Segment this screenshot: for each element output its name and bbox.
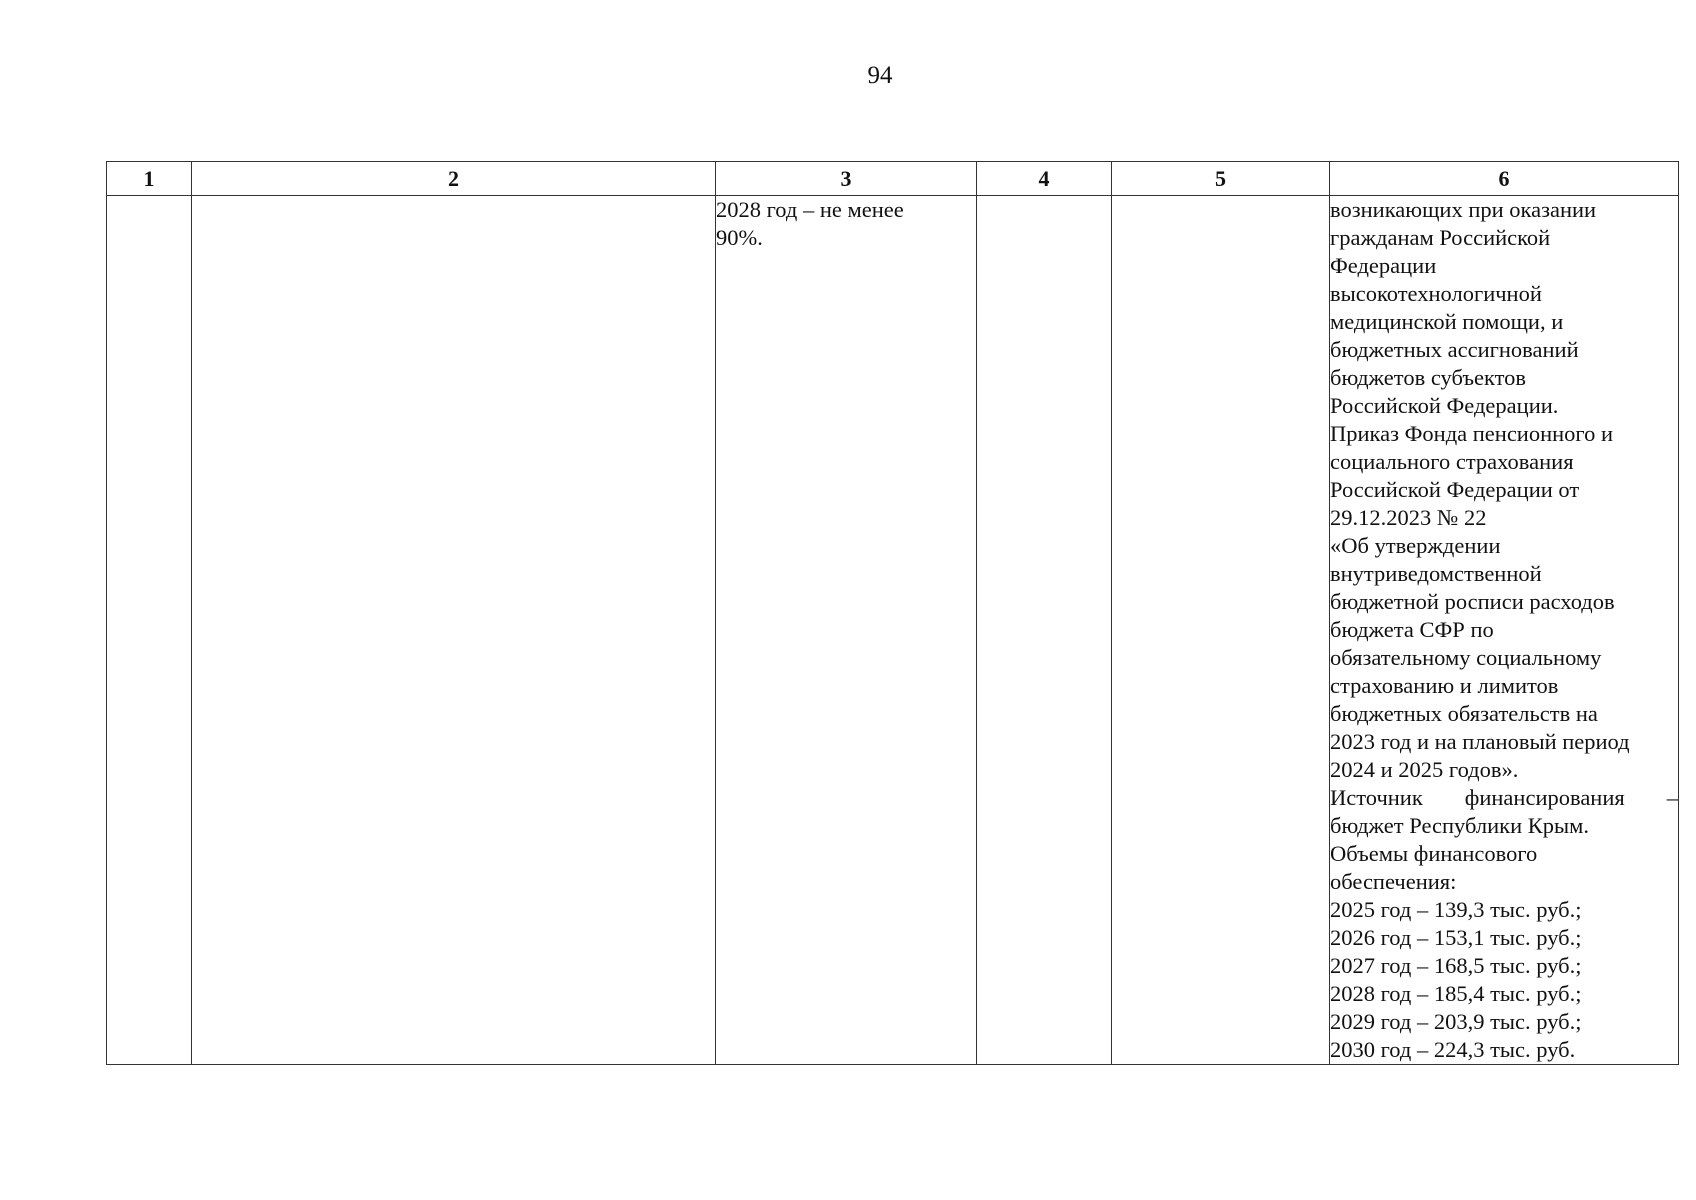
text-line: социального страхования [1330,449,1574,474]
column-header-6: 6 [1330,162,1679,196]
text-line: 2028 год – не менее [716,197,904,222]
text-line: 2030 год – 224,3 тыс. руб. [1330,1037,1576,1062]
text-line: Российской Федерации от [1330,477,1580,502]
text-line: бюджетных ассигнований [1330,337,1579,362]
text-line: Источник финансирования – [1330,785,1678,810]
cell-col-4 [977,196,1112,1065]
text-line: Федерации [1330,253,1437,278]
text-line: 2026 год – 153,1 тыс. руб.; [1330,925,1582,950]
cell-col-1 [107,196,192,1065]
column-header-1: 1 [107,162,192,196]
text-line: Российской Федерации. [1330,393,1559,418]
text-line: 2025 год – 139,3 тыс. руб.; [1330,897,1582,922]
column-header-2: 2 [192,162,716,196]
document-table [106,161,1679,1065]
text-line: гражданам Российской [1330,225,1551,250]
text-line: страхованию и лимитов [1330,673,1559,698]
text-line: 2027 год – 168,5 тыс. руб.; [1330,953,1582,978]
text-line: 2023 год и на плановый период [1330,729,1630,754]
text-line: бюджетной росписи расходов [1330,589,1615,614]
column-header-3: 3 [716,162,977,196]
text-line: бюджетов субъектов [1330,365,1527,390]
text-line: внутриведомственной [1330,561,1542,586]
column-header-5: 5 [1112,162,1330,196]
text-line: 90%. [716,225,763,250]
text-line: обязательному социальному [1330,645,1602,670]
text-line: 2029 год – 203,9 тыс. руб.; [1330,1009,1582,1034]
text-line: бюджет Республики Крым. [1330,813,1589,838]
page-number: 94 [867,62,893,89]
text-line: 29.12.2023 № 22 [1330,505,1487,530]
column-header-4: 4 [977,162,1112,196]
text-line: 2028 год – 185,4 тыс. руб.; [1330,981,1582,1006]
text-line: Объемы финансового [1330,841,1538,866]
text-line: обеспечения: [1330,869,1457,894]
text-line: бюджета СФР по [1330,617,1494,642]
cell-col-2 [192,196,716,1065]
text-line: Приказ Фонда пенсионного и [1330,421,1614,446]
text-line: возникающих при оказании [1330,197,1597,222]
text-line: «Об утверждении [1330,533,1501,558]
text-line: бюджетных обязательств на [1330,701,1598,726]
cell-col-6 [1330,196,1679,1065]
cell-col-3 [716,196,977,1065]
table-row [107,196,1679,1065]
text-line: 2024 и 2025 годов». [1330,757,1519,782]
text-line: высокотехнологичной [1330,281,1542,306]
text-line: медицинской помощи, и [1330,309,1564,334]
table-header-row [107,162,1679,196]
cell-col-5 [1112,196,1330,1065]
